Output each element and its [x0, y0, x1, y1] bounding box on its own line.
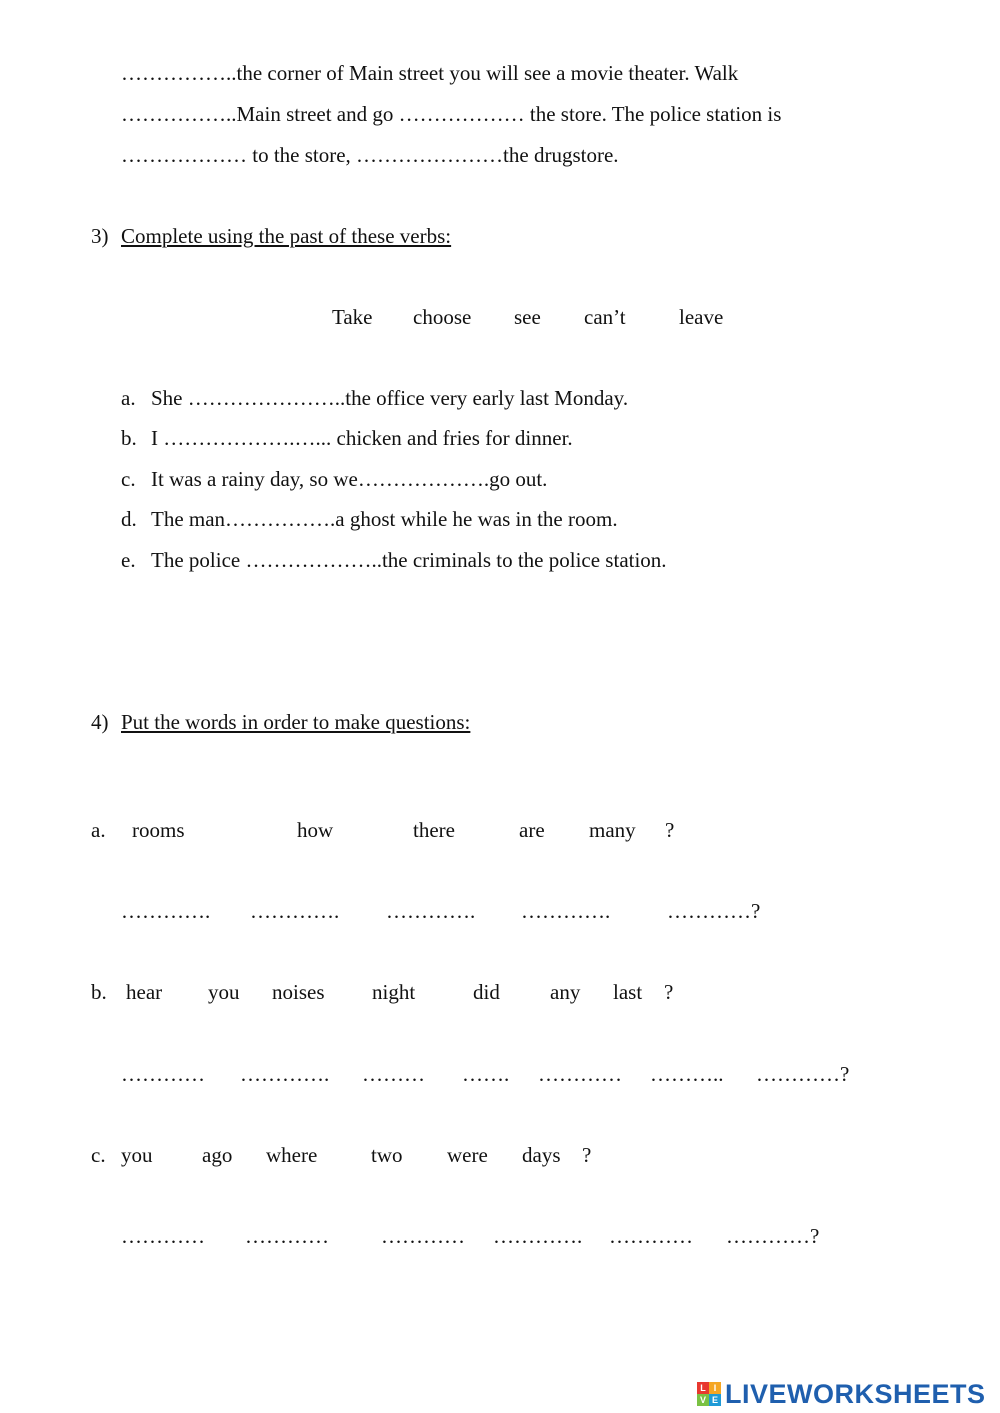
answer-blank[interactable]: …………	[538, 1062, 622, 1086]
exercise-item-text: The man…………….a ghost while he was in the room.	[151, 507, 618, 531]
scrambled-word: noises	[272, 980, 325, 1004]
liveworksheets-logo	[697, 1378, 986, 1410]
answer-blank[interactable]: ………….	[121, 899, 211, 923]
section-4-number: 4)	[91, 710, 109, 734]
scrambled-word: did	[473, 980, 500, 1004]
logo-letter: I	[709, 1382, 721, 1394]
section-3-number: 3)	[91, 224, 109, 248]
question-letter: c.	[91, 1143, 106, 1167]
answer-blank[interactable]: …………	[245, 1224, 329, 1248]
exercise-item-text: I ……………….…... chicken and fries for dinner.	[151, 426, 573, 450]
scrambled-word: ago	[202, 1143, 233, 1167]
exercise-item-letter: b.	[121, 426, 137, 450]
scrambled-word: ?	[665, 818, 675, 842]
scrambled-word: ?	[664, 980, 674, 1004]
answer-blank[interactable]: …………?	[756, 1062, 850, 1086]
exercise-item-text: It was a rainy day, so we……………….go out.	[151, 467, 548, 491]
verb-option: can’t	[584, 305, 626, 329]
scrambled-word: two	[371, 1143, 403, 1167]
scrambled-word: night	[372, 980, 416, 1004]
verb-option: see	[514, 305, 541, 329]
directions-line-2: ……………..Main street and go ……………… the store. The police station is	[121, 102, 782, 126]
answer-blank[interactable]: …………	[121, 1224, 205, 1248]
verb-option: choose	[413, 305, 472, 329]
directions-line-3: ……………… to the store, …………………the drugstore.	[121, 143, 619, 167]
answer-blank[interactable]: ………….	[386, 899, 476, 923]
answer-blank[interactable]: ………	[362, 1062, 425, 1086]
scrambled-word: rooms	[132, 818, 185, 842]
scrambled-word: you	[121, 1143, 153, 1167]
scrambled-word: where	[266, 1143, 318, 1167]
scrambled-word: are	[519, 818, 545, 842]
answer-blank[interactable]: …………?	[726, 1224, 820, 1248]
scrambled-word: last	[613, 980, 643, 1004]
answer-blank[interactable]: …………	[609, 1224, 693, 1248]
answer-blank[interactable]: …………	[121, 1062, 205, 1086]
question-letter: a.	[91, 818, 106, 842]
answer-blank[interactable]: ………….	[240, 1062, 330, 1086]
scrambled-word: were	[447, 1143, 488, 1167]
section-3-title: Complete using the past of these verbs:	[121, 224, 452, 248]
scrambled-word: there	[413, 818, 455, 842]
exercise-item-letter: c.	[121, 467, 136, 491]
answer-blank[interactable]: …….	[462, 1062, 510, 1086]
exercise-item-letter: a.	[121, 386, 136, 410]
answer-blank[interactable]: …………?	[667, 899, 761, 923]
scrambled-word: hear	[126, 980, 163, 1004]
answer-blank[interactable]: …………	[381, 1224, 465, 1248]
exercise-item-text: The police ………………..the criminals to the police station.	[151, 548, 667, 572]
scrambled-word: many	[589, 818, 636, 842]
logo-letter: V	[697, 1394, 709, 1406]
exercise-item-text: She …………………..the office very early last Monday.	[151, 386, 629, 410]
exercise-item-letter: d.	[121, 507, 137, 531]
logo-letter: E	[709, 1394, 721, 1406]
answer-blank[interactable]: ………….	[250, 899, 340, 923]
answer-blank[interactable]: ………..	[650, 1062, 724, 1086]
exercise-item-letter: e.	[121, 548, 136, 572]
scrambled-word: you	[208, 980, 240, 1004]
liveworksheets-logo-icon	[697, 1382, 721, 1406]
verb-option: leave	[679, 305, 724, 329]
scrambled-word: days	[522, 1143, 561, 1167]
scrambled-word: ?	[582, 1143, 592, 1167]
answer-blank[interactable]: ………….	[521, 899, 611, 923]
directions-line-1: ……………..the corner of Main street you will see a movie theater. Walk	[121, 61, 739, 85]
logo-wordmark: LIVEWORKSHEETS	[725, 1378, 986, 1409]
verb-option: Take	[332, 305, 373, 329]
section-4-title: Put the words in order to make questions:	[121, 710, 471, 734]
question-letter: b.	[91, 980, 107, 1004]
scrambled-word: any	[550, 980, 581, 1004]
answer-blank[interactable]: ………….	[493, 1224, 583, 1248]
scrambled-word: how	[297, 818, 334, 842]
logo-letter: L	[697, 1382, 709, 1394]
